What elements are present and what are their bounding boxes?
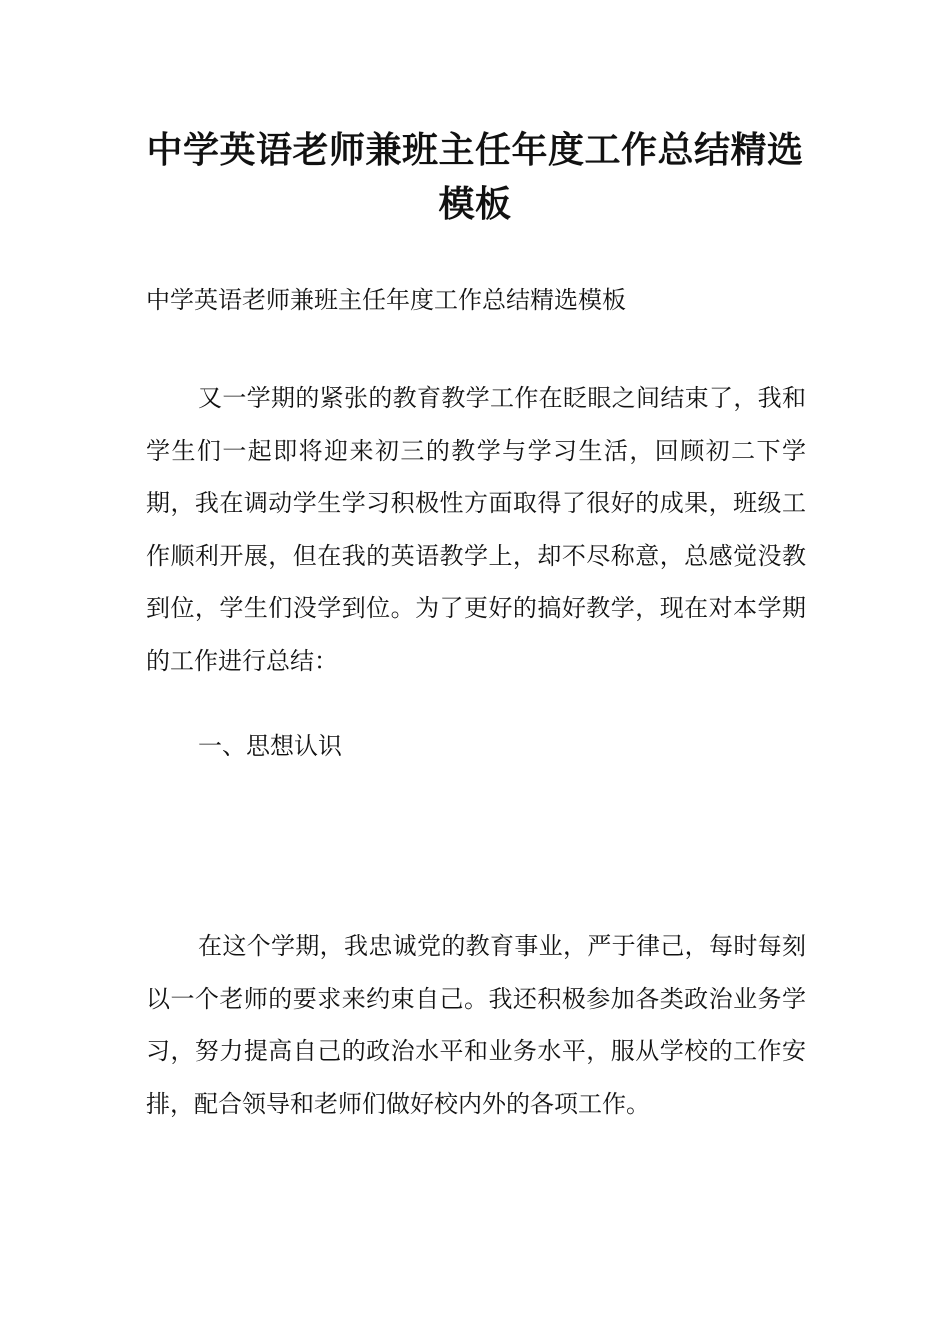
body-paragraph: 在这个学期，我忠诚党的教育事业，严于律己，每时每刻以一个老师的要求来约束自己。我还积极参加各类政治业务学习，努力提高自己的政治水平和业务水平，服从学校的工作安排，配合领导和老师们做好校内外的各项工作。	[146, 932, 806, 1118]
document-subtitle: 中学英语老师兼班主任年度工作总结精选模板	[146, 286, 626, 314]
intro-paragraph: 又一学期的紧张的教育教学工作在眨眼之间结束了，我和学生们一起即将迎来初三的教学与学习生活，回顾初二下学期，我在调动学生学习积极性方面取得了很好的成果，班级工作顺利开展，但在我的英语教学上，却不尽称意，总感觉没教到位，学生们没学到位。为了更好的搞好教学，现在对本学期的工作进行总结：	[146, 384, 806, 675]
section-heading: 一、思想认识	[198, 732, 342, 760]
document-title: 中学英语老师兼班主任年度工作总结精选模板	[146, 130, 804, 225]
